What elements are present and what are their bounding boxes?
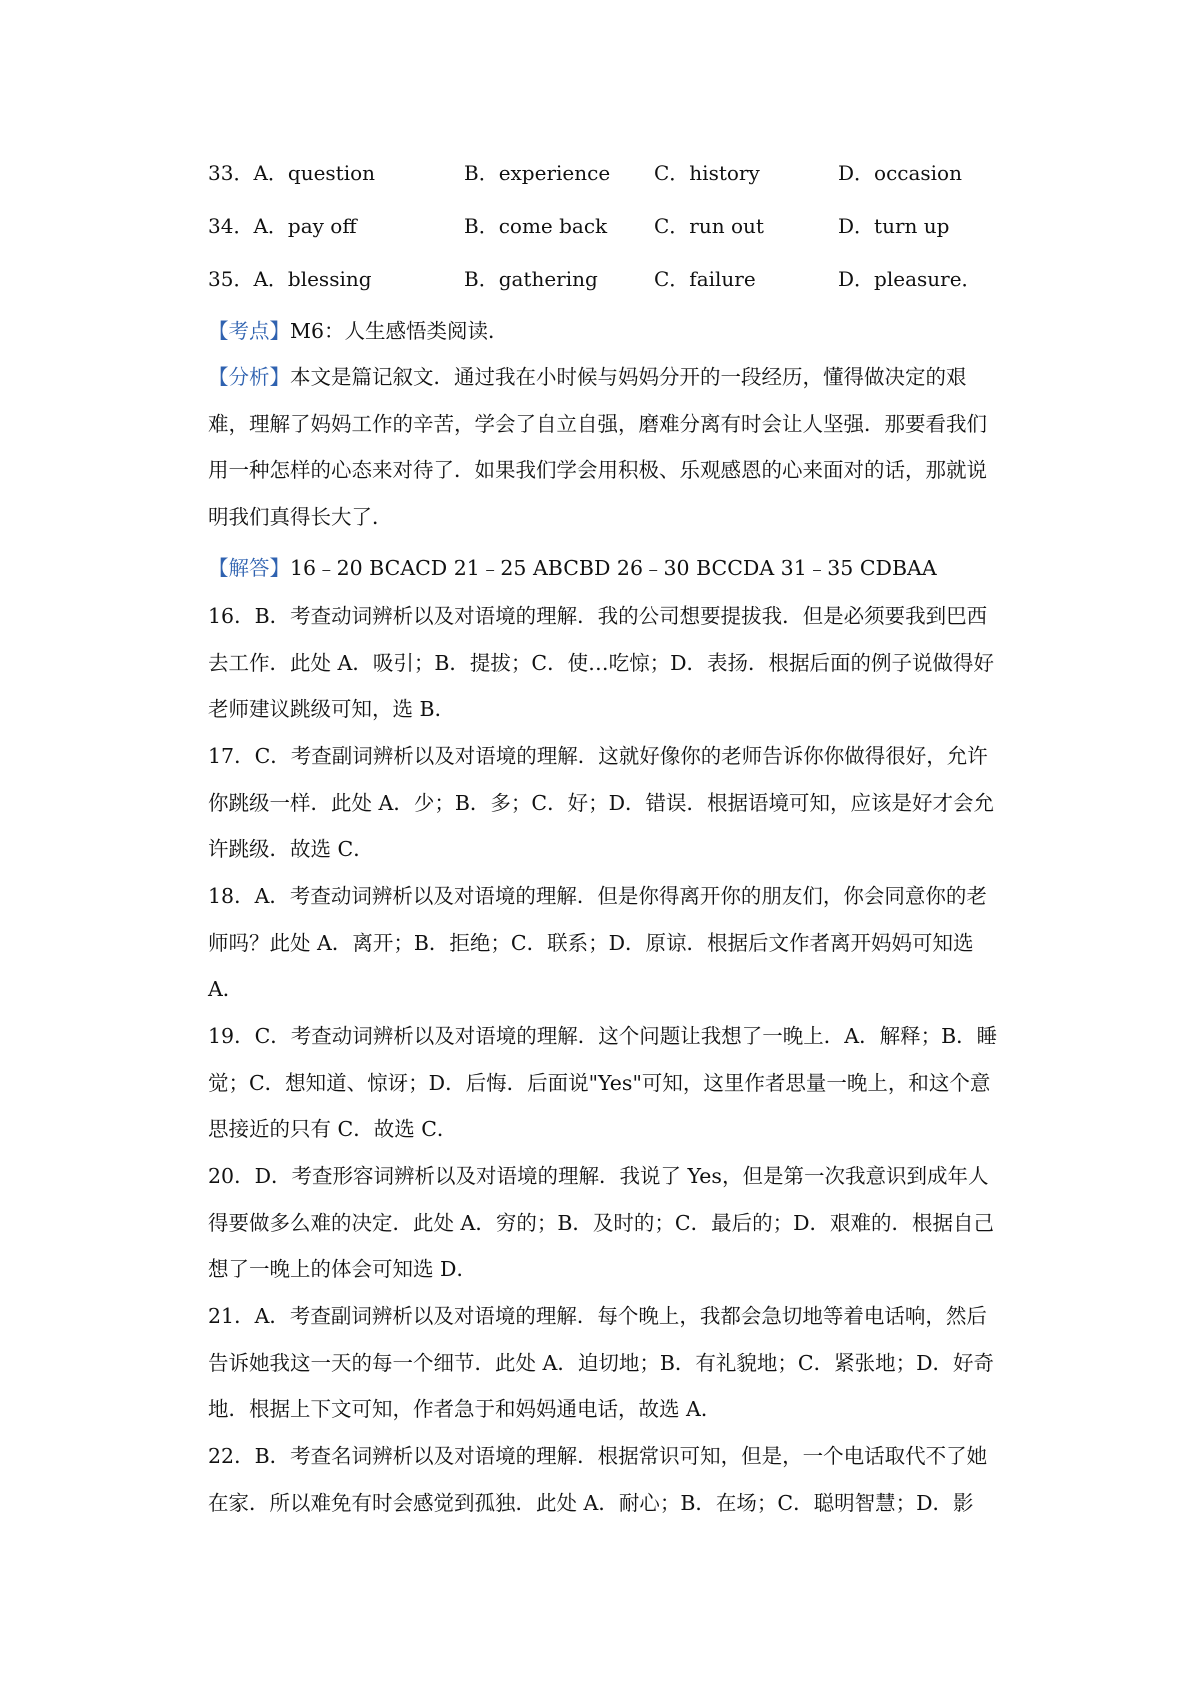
explanation-line: A． (208, 977, 244, 1001)
option-d: D．occasion (838, 161, 962, 185)
option-c: C．failure (654, 267, 756, 291)
fenxi-section (208, 354, 1020, 540)
explanation-line: 思接近的只有 C．故选 C． (208, 1117, 458, 1141)
explanation-22 (208, 1433, 1020, 1526)
explanation-line: 你跳级一样．此处 A．少；B．多；C．好；D．错误．根据语境可知，应该是好才会允 (208, 790, 995, 815)
kaodian-text: M6：人生感悟类阅读． (290, 319, 509, 343)
option-a: 34．A．pay off (208, 214, 357, 238)
explanation-line: 18．A．考查动词辨析以及对语境的理解．但是你得离开你的朋友们，你会同意你的老 (208, 884, 987, 908)
option-d: D．pleasure． (838, 267, 982, 291)
explanation-line: 老师建议跳级可知，选 B． (208, 697, 456, 721)
explanation-line: 20．D．考查形容词辨析以及对语境的理解．我说了 Yes，但是第一次我意识到成年人 (208, 1164, 989, 1188)
option-b: B．come back (464, 214, 608, 238)
explanation-line: 17．C．考查副词辨析以及对语境的理解．这就好像你的老师告诉你你做得很好，允许 (208, 744, 988, 768)
explanation-line: 在家．所以难免有时会感觉到孤独．此处 A．耐心；B．在场；C．聪明智慧；D．影 (208, 1490, 974, 1515)
option-row-34 (208, 208, 1008, 244)
fenxi-tag: 【分析】 (208, 365, 290, 389)
option-row-33 (208, 155, 1008, 191)
explanation-line: 22．B．考查名词辨析以及对语境的理解．根据常识可知，但是，一个电话取代不了她 (208, 1444, 988, 1468)
explanation-line: 21．A．考查副词辨析以及对语境的理解．每个晚上，我都会急切地等着电话响，然后 (208, 1304, 987, 1328)
kaodian-tag: 【考点】 (208, 319, 290, 343)
option-b: B．experience (464, 161, 611, 185)
fenxi-line: 明我们真得长大了． (208, 504, 393, 529)
explanation-21 (208, 1293, 1020, 1433)
fenxi-line: 用一种怎样的心态来对待了．如果我们学会用积极、乐观感恩的心来面对的话，那就说 (208, 458, 987, 482)
option-row-35 (208, 261, 1008, 297)
explanation-line: 去工作．此处 A．吸引；B．提拔；C．使…吃惊；D．表扬．根据后面的例子说做得好 (208, 650, 995, 675)
option-c: C．history (654, 161, 760, 185)
kaodian-section (208, 308, 1020, 355)
option-a: 33．A．question (208, 161, 376, 185)
explanation-line: 得要做多么难的决定．此处 A．穷的；B．及时的；C．最后的；D．艰难的．根据自己 (208, 1210, 995, 1235)
explanation-line: 告诉她我这一天的每一个细节．此处 A．迫切地；B．有礼貌地；C．紧张地；D．好奇 (208, 1350, 995, 1375)
option-d: D．turn up (838, 214, 950, 238)
option-b: B．gathering (464, 267, 598, 291)
answer-key: 16﹣20 BCACD 21﹣25 ABCBD 26﹣30 BCCDA 31﹣35 CDBAA (290, 556, 937, 580)
explanation-line: 地．根据上下文可知，作者急于和妈妈通电话，故选 A． (208, 1397, 722, 1421)
jieda-section (208, 545, 1020, 592)
fenxi-line: 本文是篇记叙文．通过我在小时候与妈妈分开的一段经历，懂得做决定的艰 (290, 365, 967, 389)
explanation-16 (208, 593, 1020, 733)
explanation-line: 想了一晚上的体会可知选 D． (208, 1257, 477, 1281)
jieda-tag: 【解答】 (208, 556, 290, 580)
explanation-line: 16．B．考查动词辨析以及对语境的理解．我的公司想要提拔我．但是必须要我到巴西 (208, 604, 988, 628)
explanation-line: 师吗？此处 A．离开；B．拒绝；C．联系；D．原谅．根据后文作者离开妈妈可知选 (208, 930, 974, 955)
option-a: 35．A．blessing (208, 267, 372, 291)
explanation-19 (208, 1013, 1020, 1153)
explanation-line: 许跳级．故选 C． (208, 837, 374, 861)
explanation-17 (208, 733, 1020, 873)
option-c: C．run out (654, 214, 764, 238)
fenxi-line: 难，理解了妈妈工作的辛苦，学会了自立自强，磨难分离有时会让人坚强．那要看我们 (208, 411, 987, 436)
explanation-20 (208, 1153, 1020, 1293)
explanation-18 (208, 873, 1020, 1013)
explanation-line: 19．C．考查动词辨析以及对语境的理解．这个问题让我想了一晚上．A．解释；B．睡 (208, 1024, 998, 1048)
explanation-line: 觉；C．想知道、惊讶；D．后悔．后面说"Yes"可知，这里作者思量一晚上，和这个意 (208, 1070, 991, 1095)
